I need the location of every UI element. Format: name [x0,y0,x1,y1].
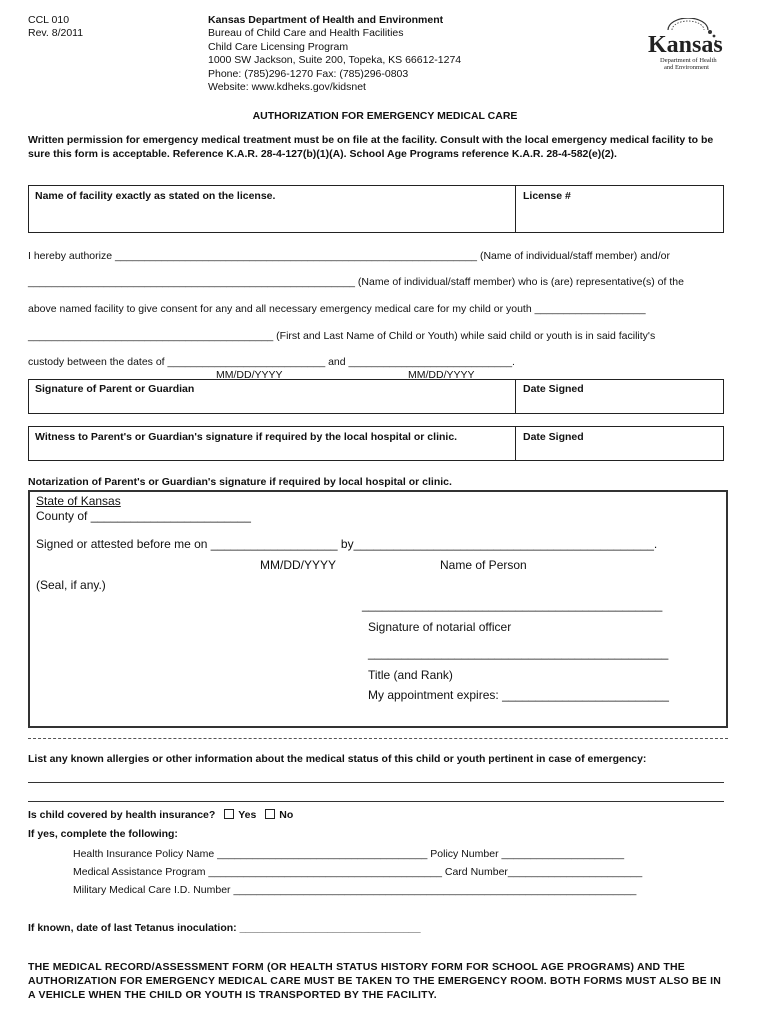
notary-appointment[interactable]: My appointment expires: _________________________ [368,688,669,702]
kdhe-logo-icon [640,18,730,76]
tetanus-line[interactable]: If known, date of last Tetanus inoculation: _______________________________ [28,922,421,934]
authorize-line-1[interactable]: I hereby authorize ______________________________________________________________ (Name of individual/staff member) and/or [28,250,670,262]
notary-signature-label: Signature of notarial officer [368,620,512,634]
form-title: AUTHORIZATION FOR EMERGENCY MEDICAL CARE [252,110,518,122]
agency-block [208,14,461,94]
facility-name-label: Name of facility exactly as stated on the license. [35,190,276,202]
authorize-line-5[interactable]: custody between the dates of ___________________________ and ____________________________. [28,356,515,368]
intro-text: Written permission for emergency medical treatment must be on file at the facility. Consult with the local emergency medical facility to be sure this form is acceptable. Reference K.A.R. 28-4-127(b)(1)(A). School Age Programs reference K.A.R. 28-4-582(e)(2). [28,134,714,160]
insurance-yes-checkbox[interactable] [224,809,234,819]
insurance-question: Is child covered by health insurance? [28,809,216,821]
parent-signature-label: Signature of Parent or Guardian [35,383,195,395]
policy-name-line[interactable]: Health Insurance Policy Name ____________________________________ Policy Number _____________________ [73,848,625,860]
facility-divider [515,186,516,232]
notary-box [28,490,728,728]
authorize-line-4[interactable]: __________________________________________ (First and Last Name of Child or Youth) while said child or youth is in said facility's [28,330,656,342]
agency-name: Kansas Department of Health and Environment [208,14,444,26]
footer-notice: THE MEDICAL RECORD/ASSESSMENT FORM (OR HEALTH STATUS HISTORY FORM FOR SCHOOL AGE PROGRAMS) AND THE AUTHORIZATION FOR EMERGENCY MEDICAL CARE MUST BE TAKEN TO THE EMERGENCY ROOM. BOTH FORMS MUST ALSO BE IN A VEHICLE WHEN THE CHILD OR YOUTH IS TRANSPORTED BY THE FACILITY. [28,961,722,1001]
military-id-line[interactable]: Military Medical Care I.D. Number _____________________________________________________________________ [73,884,637,896]
parent-date-label: Date Signed [523,383,584,395]
if-yes-label: If yes, complete the following: [28,828,178,840]
date-hint-from: MM/DD/YYYY [216,369,283,381]
signature-divider [515,380,516,413]
notary-person-hint: Name of Person [440,558,527,572]
insurance-question-row [28,809,293,821]
agency-program: Child Care Licensing Program [208,40,349,53]
medical-assistance-line[interactable]: Medical Assistance Program ________________________________________ Card Number_______________________ [73,866,643,878]
witness-box[interactable] [28,426,724,461]
kdhe-logo [640,18,730,76]
insurance-yes-label: Yes [238,809,257,821]
allergies-line-1[interactable] [28,782,724,783]
notary-signature-line[interactable]: _____________________________________________ [362,598,663,612]
agency-address: 1000 SW Jackson, Suite 200, Topeka, KS 66612-1274 [208,54,462,67]
date-hint-to: MM/DD/YYYY [408,369,475,381]
notary-title-label: Title (and Rank) [368,668,453,682]
notary-signed-line[interactable]: Signed or attested before me on ___________________ by_____________________________________________. [36,537,658,551]
agency-phone: Phone: (785)296-1270 Fax: (785)296-0803 [208,67,409,80]
authorize-line-2[interactable]: ________________________________________________________ (Name of individual/staff member) who is (are) representative(s) of the [28,276,684,288]
insurance-no-checkbox[interactable] [265,809,275,819]
allergies-line-2[interactable] [28,801,724,802]
form-id-block [28,14,83,40]
agency-website: Website: www.kdheks.gov/kidsnet [208,81,366,94]
license-label: License # [523,190,571,202]
svg-text:Kansas: Kansas [648,32,723,58]
notary-title-line[interactable]: _____________________________________________ [368,646,669,660]
notary-date-hint: MM/DD/YYYY [260,558,337,572]
form-code: CCL 010 [28,14,70,26]
notary-state: State of Kansas [36,494,121,508]
svg-text:and Environment: and Environment [664,64,709,71]
facility-box[interactable] [28,185,724,233]
allergies-label: List any known allergies or other information about the medical status of this child or youth pertinent in case of emergency: [28,753,647,765]
notary-seal: (Seal, if any.) [36,578,106,592]
svg-text:Department of Health: Department of Health [660,57,717,64]
notarization-heading: Notarization of Parent's or Guardian's signature if required by local hospital or clinic. [28,476,452,488]
insurance-no-label: No [279,809,294,821]
form-revision: Rev. 8/2011 [28,27,84,39]
witness-label: Witness to Parent's or Guardian's signature if required by the local hospital or clinic. [35,431,458,443]
authorize-line-3[interactable]: above named facility to give consent for any and all necessary emergency medical care for my child or youth ___________________ [28,303,646,315]
agency-bureau: Bureau of Child Care and Health Facilities [208,27,404,40]
witness-divider [515,427,516,460]
parent-signature-box[interactable] [28,379,724,414]
notary-county[interactable]: County of ________________________ [36,509,251,523]
section-dashed-divider [28,738,728,739]
witness-date-label: Date Signed [523,431,584,443]
